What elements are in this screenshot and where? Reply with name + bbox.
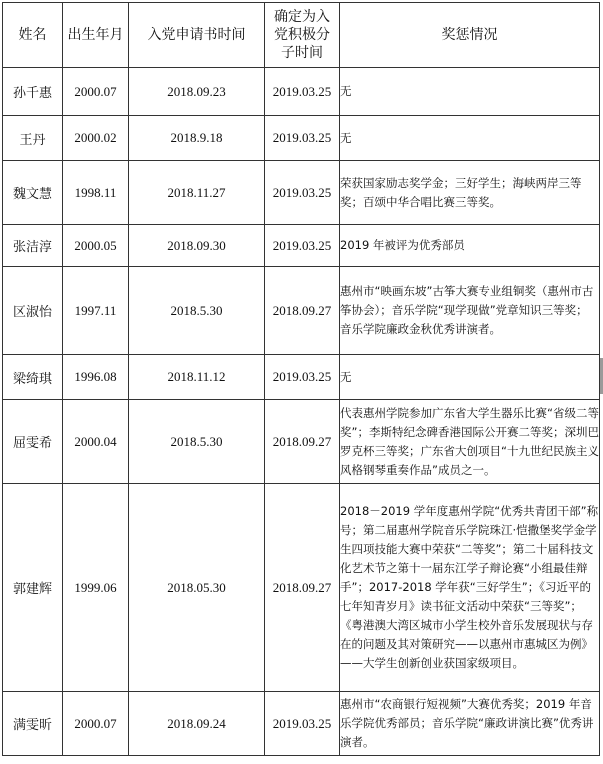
cell-birth: 1996.08: [63, 355, 129, 400]
cell-name: 区淑怡: [3, 267, 63, 355]
cell-birth: 2000.07: [63, 692, 129, 756]
cell-name: 屈雯希: [3, 400, 63, 484]
cell-birth: 1999.06: [63, 484, 129, 692]
table-row: [3, 161, 600, 225]
table-row: [3, 225, 600, 267]
cell-awards: 无: [340, 116, 600, 161]
cell-apply: 2018.09.23: [129, 68, 265, 116]
cell-name: 梁绮琪: [3, 355, 63, 400]
cell-activist: 2018.09.27: [265, 400, 340, 484]
cell-activist: 2019.03.25: [265, 692, 340, 756]
table-row: [3, 116, 600, 161]
cell-activist: 2019.03.25: [265, 116, 340, 161]
header-birth: 出生年月: [63, 3, 129, 68]
cell-name: 郭建辉: [3, 484, 63, 692]
table-row: [3, 400, 600, 484]
cell-apply: 2018.5.30: [129, 267, 265, 355]
cell-activist: 2018.09.27: [265, 267, 340, 355]
header-row: [3, 3, 600, 68]
cell-activist: 2018.09.27: [265, 484, 340, 692]
cell-name: 孙千惠: [3, 68, 63, 116]
table-row: [3, 68, 600, 116]
header-activist: 确定为入党积极分子时间: [265, 3, 340, 68]
cell-apply: 2018.11.12: [129, 355, 265, 400]
cell-apply: 2018.09.24: [129, 692, 265, 756]
cell-awards: 代表惠州学院参加广东省大学生器乐比赛“省级二等奖”；李斯特纪念碑香港国际公开赛二等奖；深圳巴罗克杯三等奖；广东省大创项目“十九世纪民族主义风格钢琴重奏作品”成员之一。: [340, 400, 600, 484]
header-apply: 入党申请书时间: [129, 3, 265, 68]
cell-awards: 2018－2019 学年度惠州学院“优秀共青团干部”称号；第二届惠州学院音乐学院珠江·恺撒堡奖学金学生四项技能大赛中荣获“二等奖”；第二十届科技文化艺术节之第十一届东江学子辩论赛“小组最佳辩手”；2017-2018 学年获“三好学生”；《习近平的七年知青岁月》读书征文活动中荣获“三等奖”；《粤港澳大湾区城市小学生校外音乐发展现状与存在的问题及其对策研究——以惠州市惠城区为例》——大学生创新创业获国家级项目。: [340, 484, 600, 692]
cell-activist: 2019.03.25: [265, 355, 340, 400]
table-row: [3, 692, 600, 756]
cell-birth: 1997.11: [63, 267, 129, 355]
cell-apply: 2018.09.30: [129, 225, 265, 267]
cell-awards: 无: [340, 68, 600, 116]
cell-name: 魏文慧: [3, 161, 63, 225]
cell-apply: 2018.05.30: [129, 484, 265, 692]
cell-apply: 2018.9.18: [129, 116, 265, 161]
table-row: [3, 267, 600, 355]
cell-birth: 2000.04: [63, 400, 129, 484]
cell-awards: 荣获国家励志奖学金；三好学生；海峡两岸三等奖；百颂中华合唱比赛三等奖。: [340, 161, 600, 225]
cell-awards: 惠州市“农商银行短视频”大赛优秀奖；2019 年音乐学院优秀部员；音乐学院“廉政讲演比赛”优秀讲演者。: [340, 692, 600, 756]
cell-activist: 2019.03.25: [265, 68, 340, 116]
cell-birth: 2000.07: [63, 68, 129, 116]
cell-awards: 惠州市“映画东坡”古筝大赛专业组铜奖（惠州市古筝协会）；音乐学院“现学现做”党章知识三等奖；音乐学院廉政金秋优秀讲演者。: [340, 267, 600, 355]
cell-birth: 2000.02: [63, 116, 129, 161]
cell-activist: 2019.03.25: [265, 225, 340, 267]
cell-apply: 2018.5.30: [129, 400, 265, 484]
header-awards: 奖惩情况: [340, 3, 600, 68]
cell-activist: 2019.03.25: [265, 161, 340, 225]
cell-name: 张洁淳: [3, 225, 63, 267]
table-row: [3, 484, 600, 692]
cell-awards: 无: [340, 355, 600, 400]
table-row: [3, 355, 600, 400]
cell-birth: 2000.05: [63, 225, 129, 267]
cell-name: 满雯昕: [3, 692, 63, 756]
cell-apply: 2018.11.27: [129, 161, 265, 225]
header-name: 姓名: [3, 3, 63, 68]
member-table: [2, 2, 600, 756]
cell-name: 王丹: [3, 116, 63, 161]
cell-awards: 2019 年被评为优秀部员: [340, 225, 600, 267]
cell-birth: 1998.11: [63, 161, 129, 225]
